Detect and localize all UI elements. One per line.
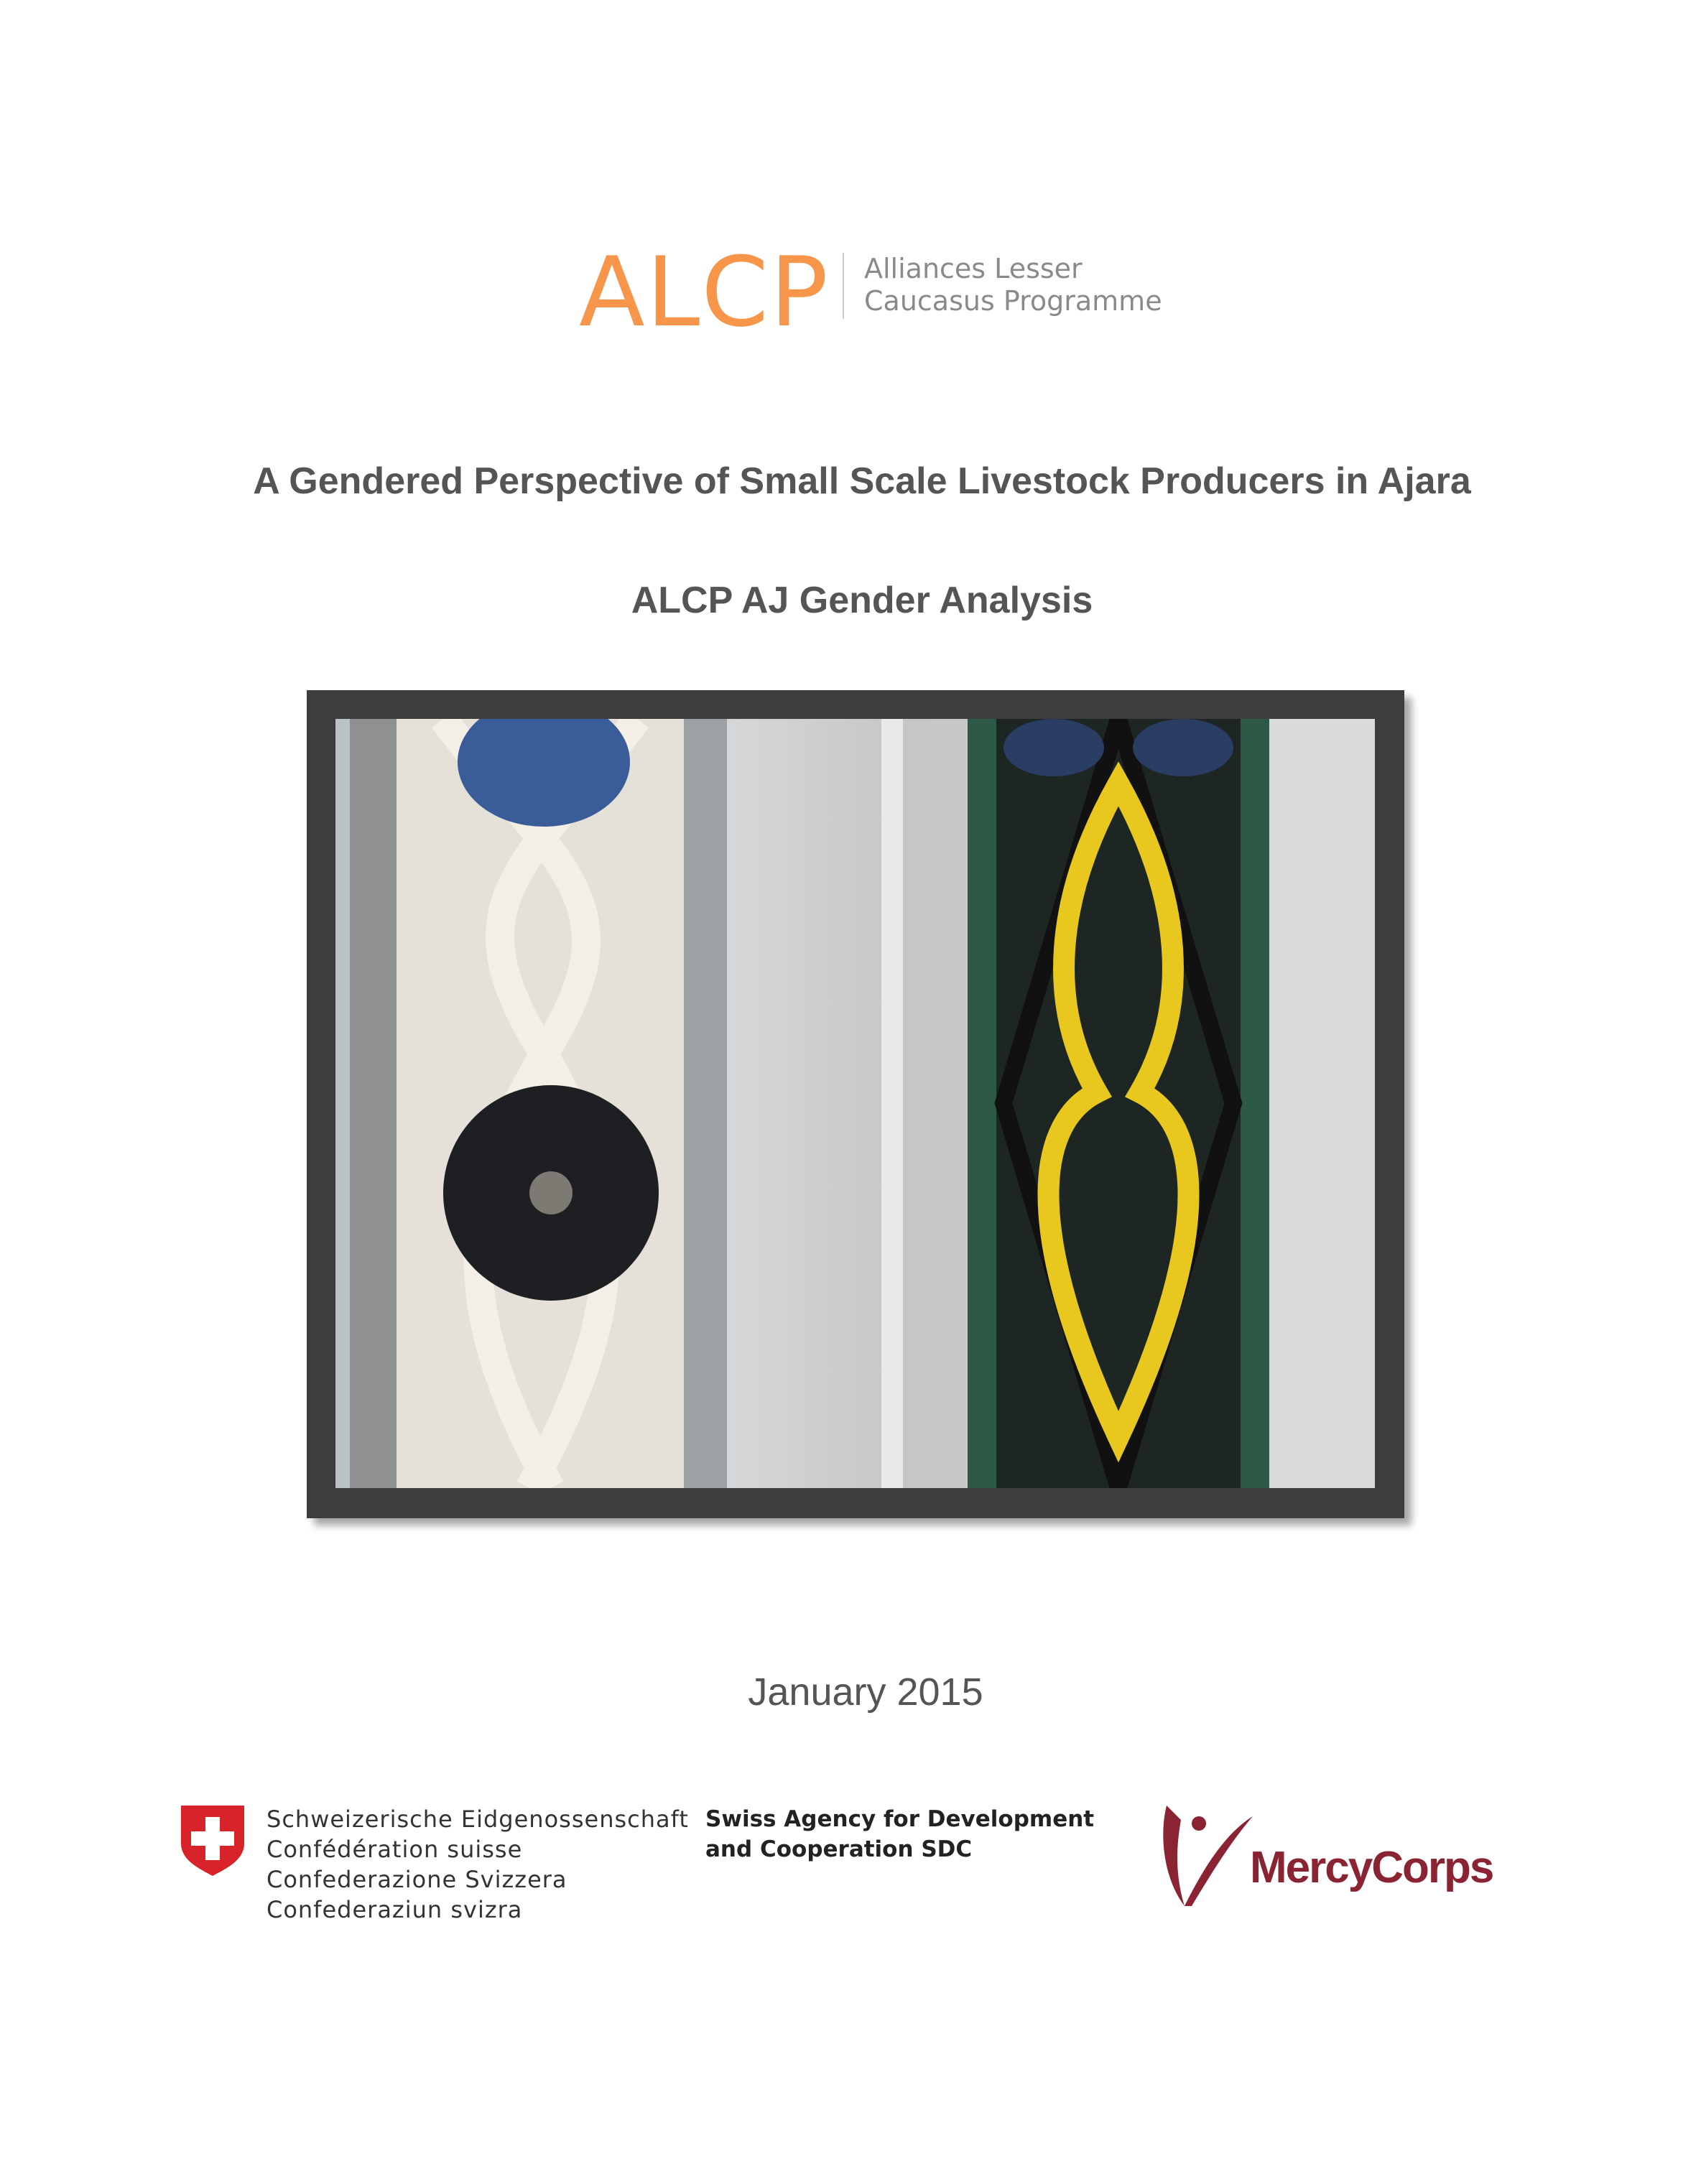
publication-date: January 2015 xyxy=(748,1670,983,1714)
document-title: A Gendered Perspective of Small Scale Livestock Producers in Ajara xyxy=(253,460,1471,502)
sdc-logo-text xyxy=(705,1804,1094,1864)
cover-photo-frame xyxy=(307,690,1404,1518)
cover-photo xyxy=(335,719,1375,1488)
mercycorps-logo-text: MercyCorps xyxy=(1250,1843,1493,1892)
document-subtitle: ALCP AJ Gender Analysis xyxy=(631,580,1093,621)
swiss-line-fr: Confédération suisse xyxy=(266,1836,523,1863)
mercycorps-figure-icon xyxy=(1159,1806,1253,1906)
sdc-line-2: and Cooperation SDC xyxy=(705,1836,973,1862)
swiss-line-it: Confederazione Svizzera xyxy=(266,1866,567,1893)
alcp-logo-subtitle xyxy=(864,253,1162,317)
sdc-line-1: Swiss Agency for Development xyxy=(705,1806,1095,1832)
logo-line-2: Caucasus Programme xyxy=(864,285,1162,317)
logo-divider xyxy=(843,253,844,319)
swiss-line-de: Schweizerische Eidgenossenschaft xyxy=(266,1806,689,1833)
alcp-logo-mark: ALCP xyxy=(579,236,830,348)
swiss-confederation-text xyxy=(266,1804,689,1925)
swiss-line-rm: Confederaziun svizra xyxy=(266,1896,523,1923)
swiss-shield-icon xyxy=(180,1804,246,1876)
logo-line-1: Alliances Lesser xyxy=(864,253,1083,284)
